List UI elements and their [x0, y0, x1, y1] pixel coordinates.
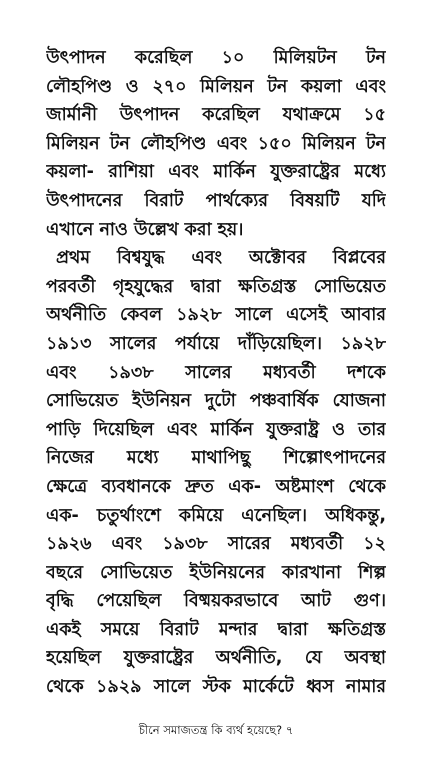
text-line: হয়েছিল যুক্তরাষ্ট্রের অর্থনীতি, যে অবস্থা — [46, 648, 386, 669]
text-line: এখানে নাও উল্লেখ করা হয়। — [46, 219, 244, 240]
text-line: প্রথম বিশ্বযুদ্ধ এবং অক্টোবর বিপ্লবের — [56, 248, 386, 269]
text-line: নিজের মধ্যে মাথাপিছু শিল্পোৎপাদনের — [46, 448, 386, 469]
running-title: চীনে সমাজতন্ত্র কি ব্যর্থ হয়েছে? — [138, 723, 283, 737]
text-line: মিলিয়ন টন লৌহপিণ্ড এবং ১৫০ মিলিয়ন টন — [46, 133, 386, 154]
text-line: থেকে ১৯২৯ সালে স্টক মার্কেটে ধ্বস নামার — [46, 677, 386, 698]
text-line: বছরে সোভিয়েত ইউনিয়নের কারখানা শিল্প — [46, 562, 386, 583]
text-line: লৌহপিণ্ড ও ২৭০ মিলিয়ন টন কয়লা এবং — [46, 76, 386, 97]
text-line: উৎপাদনের বিরাট পার্থক্যের বিষয়টি যদি — [46, 190, 386, 211]
text-line: এবং ১৯৩৮ সালের মধ্যবর্তী দশকে — [46, 362, 386, 383]
text-line: একই সময়ে বিরাট মন্দার দ্বারা ক্ষতিগ্রস্ত — [46, 619, 386, 640]
text-line: অর্থনীতি কেবল ১৯২৮ সালে এসেই আবার — [46, 305, 386, 326]
page-number: ৭ — [285, 723, 294, 737]
text-line: ১৯১৩ সালের পর্যায়ে দাঁড়িয়েছিল। ১৯২৮ — [46, 333, 386, 354]
text-line: ক্ষেত্রে ব্যবধানকে দ্রুত এক- অষ্টমাংশ থেকে — [46, 476, 386, 497]
body-text — [46, 44, 386, 702]
text-line: উৎপাদন করেছিল ১০ মিলিয়টন টন — [46, 48, 386, 68]
text-line: সোভিয়েত ইউনিয়ন দুটো পঞ্চবার্ষিক যোজনা — [46, 391, 386, 412]
text-line: কয়লা- রাশিয়া এবং মার্কিন যুক্তরাষ্ট্রের মধ্যে — [46, 162, 386, 183]
text-line: পাড়ি দিয়েছিল এবং মার্কিন যুক্তরাষ্ট্র ও তার — [46, 419, 386, 440]
text-line: ১৯২৬ এবং ১৯৩৮ সারের মধ্যবর্তী ১২ — [46, 534, 386, 555]
text-line: এক- চতুর্থাংশে কমিয়ে এনেছিল। অধিকন্তু, — [46, 505, 386, 526]
text-line: পরবর্তী গৃহযুদ্ধের দ্বারা ক্ষতিগ্রস্ত সোভিয়েত — [46, 276, 386, 297]
page-footer — [0, 722, 432, 741]
text-line: জার্মানী উৎপাদন করেছিল যথাক্রমে ১৫ — [46, 105, 386, 126]
text-line: বৃদ্ধি পেয়েছিল বিষ্ময়করভাবে আট গুণ। — [46, 591, 386, 612]
